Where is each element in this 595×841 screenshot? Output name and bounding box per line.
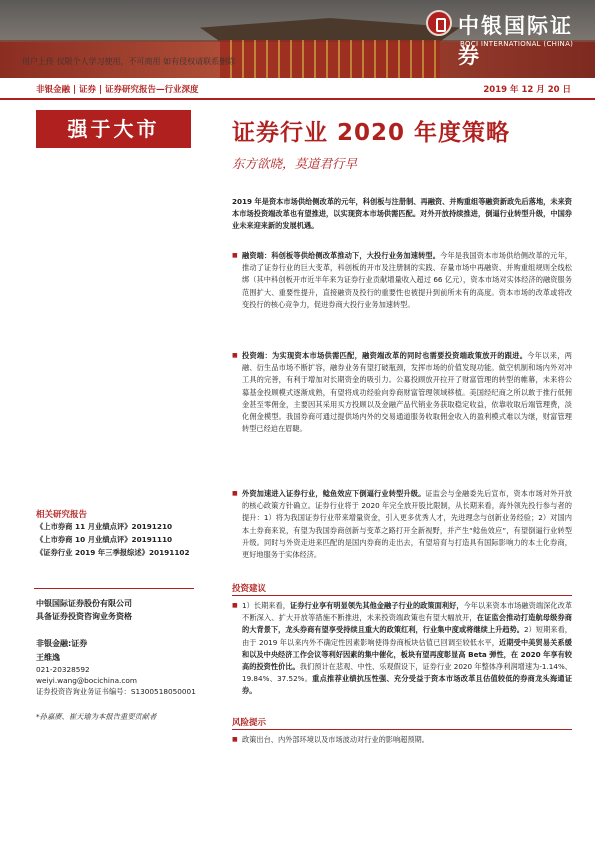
investment-advice-heading: 投资建议: [232, 584, 267, 594]
key-point-text: 今年是我国资本市场供给侧改革的元年，推动了证券行业的巨大变革，科创板的开市及注册制的实践、存量市场中再融资、并购重组规则全线松绑（其中科创板开市近半年来为证券行业贡献增量收入超过 66 亿元），资本市场对实体经济的融资服务范围扩大、重要性提升，直接融资及投行的重要性也被提升到前所未有的高度。资本市场的改革或将改变投行的核心竞争力，促进券商大投行业务加速转型。: [242, 251, 572, 309]
key-point-financing: [232, 250, 572, 311]
sector-label: 非银金融:证券: [36, 639, 88, 648]
logo-english: BOCI INTERNATIONAL (CHINA): [460, 40, 574, 48]
risk-text: ■ 政策出台、内外部环境以及市场波动对行业的影响超预期。: [232, 734, 572, 746]
key-point-lead: 投资端：为实现资本市场供需匹配，融资端改革的同时也需要投资端政策放开的跟进。: [242, 351, 528, 360]
key-point-lead: 融资端：科创板等供给侧改革推动下，大投行业务加速转型。: [242, 251, 441, 260]
analyst-cert: 证券投资咨询业务证书编号：S1300518050001: [36, 687, 196, 696]
analyst-email[interactable]: weiyi.wang@bocichina.com: [36, 676, 137, 685]
advice-lead: 在证监会推动打造航母级券商的大背景下，龙头券商有望享受持续且重大的政策红利，行业集中度或将继续上升趋势。: [242, 613, 572, 635]
contributor-note: *孙嘉赓、崔天瑜为本报告重要贡献者: [36, 712, 157, 721]
key-point-investment: [232, 350, 572, 435]
key-point-opening: [232, 488, 572, 561]
section-divider: [232, 595, 572, 596]
company-qualification: 具备证券投资咨询业务资格: [36, 612, 132, 621]
related-report[interactable]: 《上市券商 10 月业绩点评》20191110: [36, 535, 173, 544]
section-divider: [232, 729, 572, 730]
advice-prefix: 1）长期来看，: [242, 601, 291, 610]
company-name: 中银国际证券股份有限公司: [36, 599, 132, 608]
related-research-heading: 相关研究报告: [36, 510, 88, 520]
company-logo: [426, 4, 591, 68]
report-date: 2019 年 12 月 20 日: [483, 85, 571, 95]
advice-lead: 重点推荐业绩抗压性强、充分受益于资本市场改革且估值较低的券商龙头海通证券。: [242, 674, 573, 696]
report-category: 非银金融 | 证券 | 证券研究报告—行业深度: [36, 85, 199, 95]
analyst-phone: 021-20328592: [36, 665, 90, 674]
advice-text: 我们预计在悲观、中性、乐观假设下，证券行业 2020 年整体净利润增速为-1.14%、19.84%、37.52%。: [242, 662, 572, 684]
watermark-text: 用户上传 仅限个人学习使用，不可商用 如有侵权请联系删除: [22, 57, 236, 66]
risk-heading: 风险提示: [232, 718, 267, 728]
category-bar: [0, 78, 595, 100]
bank-logo-icon: [426, 10, 452, 36]
investment-advice-text: [232, 600, 572, 698]
sidebar-divider: [34, 588, 194, 589]
analyst-name: 王维逸: [36, 653, 60, 662]
advice-lead: 近期受中美贸易关系缓和以及中央经济工作会议等利好因素的集中催化，板块有望再度彰显高 Beta 弹性，在 2020 年享有较高的投资性价比。: [242, 637, 572, 672]
logo-chinese: 中银国际证券: [458, 13, 573, 68]
header-banner: [0, 0, 595, 78]
advice-text: 今年以来资本市场融资端深化改革不断深入、扩大开放等措施不断推进，未来投资端政策也有望大幅放开，: [242, 601, 572, 623]
advice-text: 2）短期来看，由于 2019 年以来内外不确定性因素影响使得券商板块估值已回调至较低水平，: [242, 625, 572, 647]
related-report[interactable]: 《上市券商 11 月业绩点评》20191210: [36, 522, 173, 531]
key-point-text: 今年以来，两融、衍生品市场不断扩容，融券业务有望打破瓶颈，发挥市场的价值发现功能。做空机制和场内外对冲工具的完善，有利于增加对长期资金的吸引力。公募投顾放开拉开了财富管理的转型的帷幕，未来将公募基金投顾模式逐渐成熟，有望将成功经验向券商财富管理领域移植。美国经纪商之所以敢于推行低佣金甚至零佣金，主要因其采用买方投顾以及金融产品代销业务获取稳定收益，依靠收取后端管理费，淡化佣金模型。我国券商可通过提供场内外的交易通道服务收取佣金收入的盈利模式难以为继，财富管理转型已经迫在眉睫。: [242, 351, 572, 434]
advice-lead: 证券行业享有明显领先其他金融子行业的政策面利好，: [290, 601, 464, 610]
key-point-lead: 外资加速进入证券行业，鲶鱼效应下倒逼行业转型升级。: [242, 489, 426, 498]
report-title: 证券行业 2020 年度策略: [232, 120, 511, 146]
rating-badge: 强于大市: [36, 110, 191, 148]
report-subtitle: 东方欲晓，莫道君行早: [232, 156, 358, 171]
summary-intro: 2019 年是资本市场供给侧改革的元年，科创板与注册制、再融资、并购重组等融资新政先后落地，未来资本市场投资端改革也有望推进，以实现资本市场供需匹配。对外开放持续推进，倒逼行业转型升级，中国券业未来迎来新的发展机遇。: [232, 197, 572, 231]
banner-columns: [220, 40, 440, 78]
key-point-text: 证监会与金融委先后宣布，资本市场对外开放的核心政策方针确立。证券行业将于 2020 年完全放开股比限制，从长期来看，海外领先投行参与者的提升：1）将为我国证券行业带来增量资金，引入更多优秀人才，先进理念与创新业务经验；2）对国内本土券商来说，有望为我国券商创新与变革之路打开全新视野，并产生“鲶鱼效应”，有望倒逼行业转型升级。同时与外资走进来匹配的是国内券商的走出去，有望培育与打造具有国际影响力的本土化券商，更好地服务于实体经济。: [242, 489, 572, 560]
sidebar: [0, 104, 196, 841]
related-report[interactable]: 《证券行业 2019 年三季报综述》20191102: [36, 548, 190, 557]
